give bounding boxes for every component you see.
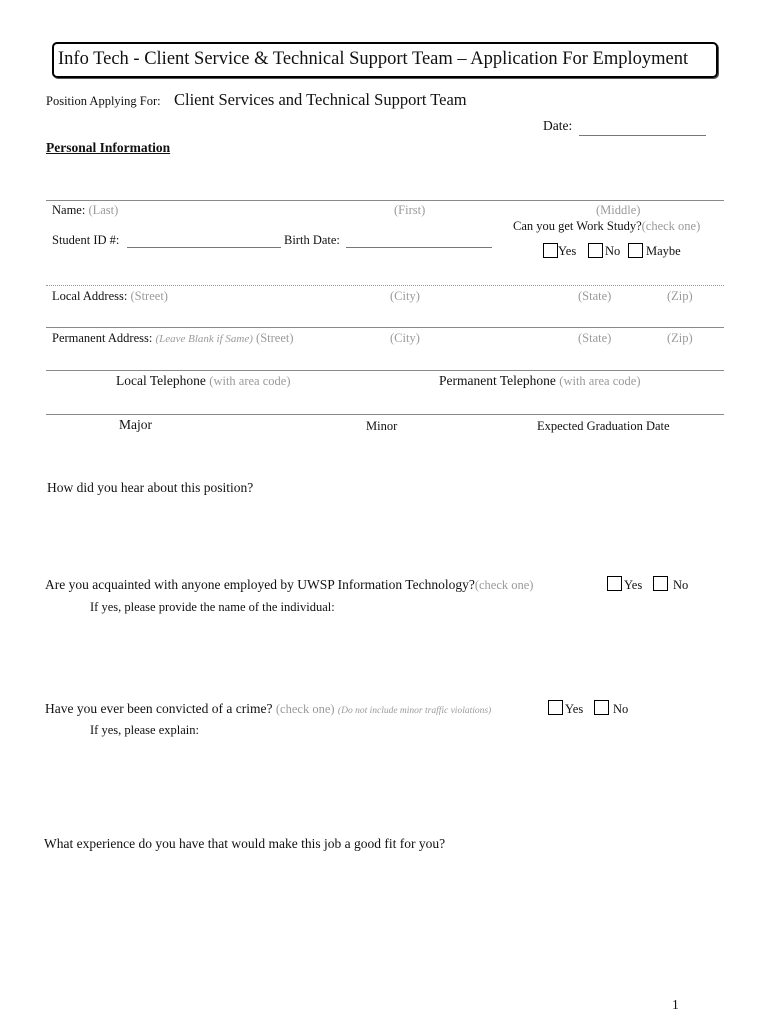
permanent-address-zip-hint: (Zip) xyxy=(667,331,693,345)
student-id-label: Student ID #: xyxy=(52,233,120,247)
work-study-no-checkbox[interactable] xyxy=(588,243,603,258)
hear-about-question: How did you hear about this position? xyxy=(47,480,254,495)
major-line[interactable] xyxy=(46,414,724,415)
acquainted-no-checkbox[interactable] xyxy=(653,576,668,591)
permanent-address-city-hint: (City) xyxy=(390,331,420,345)
local-telephone-label xyxy=(116,373,290,389)
name-label xyxy=(52,203,118,218)
name-last-hint: (Last) xyxy=(88,203,119,217)
local-address-label-text: Local Address: xyxy=(52,289,128,303)
permanent-telephone-label-text: Permanent Telephone xyxy=(439,373,556,388)
permanent-address-street-hint: (Street) xyxy=(256,331,294,345)
name-label-text: Name: xyxy=(52,203,86,217)
permanent-telephone-hint: (with area code) xyxy=(559,374,641,388)
form-title: Info Tech - Client Service & Technical Support Team – Application For Employment xyxy=(58,49,689,69)
crime-hint: (check one) xyxy=(275,702,335,716)
personal-information-heading: Personal Information xyxy=(46,140,171,155)
permanent-address-line[interactable] xyxy=(46,327,724,328)
local-address-zip-hint: (Zip) xyxy=(667,289,693,303)
page-number: 1 xyxy=(672,997,679,1012)
work-study-yes-label: Yes xyxy=(558,244,577,258)
name-middle-hint: (Middle) xyxy=(596,203,641,217)
work-study-question-text: Can you get Work Study? xyxy=(513,219,642,233)
permanent-telephone-label xyxy=(439,373,640,389)
permanent-address-note: (Leave Blank if Same) xyxy=(155,333,253,345)
birth-date-field[interactable] xyxy=(346,247,492,248)
local-telephone-hint: (with area code) xyxy=(209,374,291,388)
minor-label: Minor xyxy=(366,419,398,433)
experience-question: What experience do you have that would make this job a good fit for you? xyxy=(44,836,446,851)
work-study-maybe-label: Maybe xyxy=(646,244,681,258)
work-study-question xyxy=(513,219,700,234)
date-field[interactable] xyxy=(579,135,706,136)
name-first-hint: (First) xyxy=(394,203,426,217)
crime-yes-checkbox[interactable] xyxy=(548,700,563,715)
acquainted-followup: If yes, please provide the name of the individual: xyxy=(90,600,335,614)
acquainted-no-label: No xyxy=(673,578,689,592)
work-study-no-label: No xyxy=(605,244,621,258)
local-telephone-label-text: Local Telephone xyxy=(116,373,206,388)
work-study-maybe-checkbox[interactable] xyxy=(628,243,643,258)
name-line[interactable] xyxy=(46,200,724,201)
acquainted-question-text: Are you acquainted with anyone employed by UWSP Information Technology? xyxy=(45,577,475,592)
form-title-box xyxy=(52,42,718,78)
local-address-line[interactable] xyxy=(46,285,724,286)
position-value: Client Services and Technical Support Team xyxy=(174,90,467,109)
crime-note: (Do not include minor traffic violations) xyxy=(337,706,492,716)
student-id-field[interactable] xyxy=(127,247,281,248)
permanent-address-label xyxy=(52,331,294,346)
work-study-yes-checkbox[interactable] xyxy=(543,243,558,258)
local-address-state-hint: (State) xyxy=(578,289,612,303)
birth-date-label: Birth Date: xyxy=(284,233,340,247)
crime-no-checkbox[interactable] xyxy=(594,700,609,715)
crime-question xyxy=(45,701,491,717)
acquainted-yes-checkbox[interactable] xyxy=(607,576,622,591)
major-label: Major xyxy=(119,417,152,432)
acquainted-yes-label: Yes xyxy=(624,578,643,592)
crime-followup: If yes, please explain: xyxy=(90,723,199,737)
permanent-address-state-hint: (State) xyxy=(578,331,612,345)
acquainted-question xyxy=(45,577,533,593)
work-study-hint: (check one) xyxy=(641,219,701,233)
local-address-street-hint: (Street) xyxy=(130,289,168,303)
position-label: Position Applying For: xyxy=(46,94,161,108)
date-label: Date: xyxy=(543,118,573,133)
local-address-label xyxy=(52,289,168,304)
telephone-line[interactable] xyxy=(46,370,724,371)
crime-question-text: Have you ever been convicted of a crime? xyxy=(45,701,273,716)
acquainted-hint: (check one) xyxy=(474,578,534,592)
local-address-city-hint: (City) xyxy=(390,289,420,303)
crime-no-label: No xyxy=(613,702,629,716)
graduation-label: Expected Graduation Date xyxy=(537,419,670,433)
crime-yes-label: Yes xyxy=(565,702,584,716)
permanent-address-label-text: Permanent Address: xyxy=(52,331,153,345)
